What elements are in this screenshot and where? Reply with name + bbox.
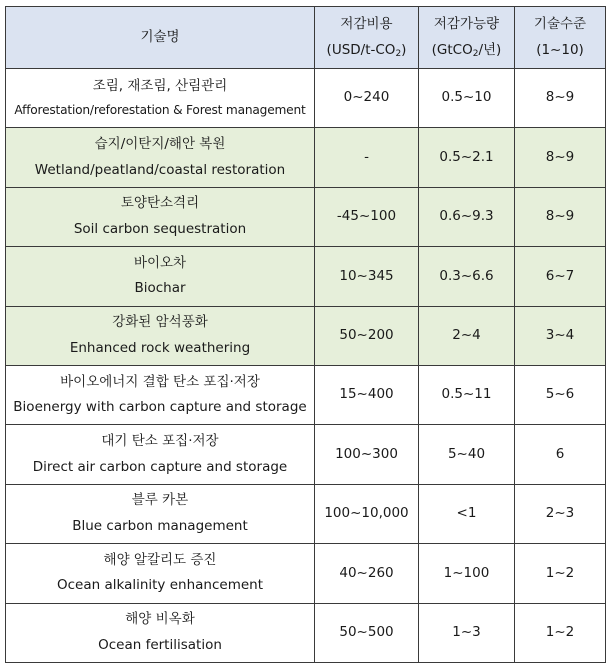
header-potential-unit-post: /년) [478, 41, 502, 58]
cell-potential: 0.5~2.1 [419, 128, 515, 187]
cell-technology [6, 128, 315, 187]
header-level-range: (1~10) [536, 41, 584, 58]
header-level-label: 기술수준 [533, 15, 587, 32]
cell-cost: 50~200 [315, 306, 419, 365]
technology-name-en: Ocean alkalinity enhancement [56, 577, 263, 594]
technology-name-en: Wetland/peatland/coastal restoration [34, 161, 286, 178]
cell-technology [6, 365, 315, 424]
table-row [6, 69, 606, 128]
header-potential-label: 저감가능량 [433, 15, 500, 32]
cell-level: 1~2 [515, 603, 606, 662]
cell-cost: 100~10,000 [315, 484, 419, 543]
cell-potential: 5~40 [419, 425, 515, 484]
cell-potential: 1~3 [419, 603, 515, 662]
technology-name-en: Afforestation/reforestation & Forest management [14, 103, 306, 118]
technology-name-en: Bioenergy with carbon capture and storage [13, 399, 307, 416]
cell-cost: - [315, 128, 419, 187]
header-technology-label: 기술명 [140, 28, 180, 45]
cell-technology [6, 187, 315, 246]
cell-level: 8~9 [515, 187, 606, 246]
table-header-row [6, 7, 606, 69]
cell-cost: -45~100 [315, 187, 419, 246]
cell-technology [6, 484, 315, 543]
technology-name-ko: 바이오차 [133, 254, 187, 271]
technology-name-ko: 습지/이탄지/해안 복원 [94, 135, 226, 152]
header-potential-unit-sub: 2 [472, 48, 479, 59]
header-technology-name [6, 7, 315, 69]
table-row [6, 603, 606, 662]
header-cost-unit [315, 38, 418, 64]
cell-level: 3~4 [515, 306, 606, 365]
cell-technology [6, 544, 315, 603]
cell-level: 8~9 [515, 69, 606, 128]
header-cost-label: 저감비용 [340, 15, 393, 32]
technology-name-en: Direct air carbon capture and storage [32, 458, 288, 475]
cell-level: 6 [515, 425, 606, 484]
cell-cost: 10~345 [315, 247, 419, 306]
cell-potential: 0.5~10 [419, 69, 515, 128]
technology-table [5, 6, 606, 663]
cell-technology [6, 69, 315, 128]
technology-name-ko: 블루 카본 [131, 492, 189, 509]
header-potential [419, 7, 515, 69]
table-row [6, 484, 606, 543]
cell-potential: 0.6~9.3 [419, 187, 515, 246]
technology-name-en: Soil carbon sequestration [73, 220, 247, 237]
technology-name-ko: 바이오에너지 결합 탄소 포집·저장 [60, 373, 260, 390]
header-cost-unit-post: ) [401, 41, 407, 58]
technology-name-ko: 조림, 재조림, 산림관리 [92, 77, 228, 94]
cell-technology [6, 247, 315, 306]
technology-name-ko: 강화된 암석풍화 [112, 314, 208, 331]
table-row [6, 247, 606, 306]
cell-level: 2~3 [515, 484, 606, 543]
table-row [6, 544, 606, 603]
cell-level: 8~9 [515, 128, 606, 187]
table-row [6, 425, 606, 484]
technology-name-ko: 해양 비옥화 [125, 611, 195, 628]
cell-technology [6, 603, 315, 662]
header-level [515, 7, 606, 69]
cell-potential: 0.3~6.6 [419, 247, 515, 306]
header-cost-unit-pre: (USD/t-CO [326, 41, 396, 58]
technology-name-en: Ocean fertilisation [98, 636, 222, 653]
cell-technology [6, 306, 315, 365]
cell-potential: <1 [419, 484, 515, 543]
table-row [6, 187, 606, 246]
technology-name-en: Blue carbon management [72, 517, 248, 534]
table-row [6, 306, 606, 365]
technology-name-ko: 토양탄소격리 [120, 195, 200, 212]
header-cost [315, 7, 419, 69]
cell-cost: 40~260 [315, 544, 419, 603]
cell-cost: 50~500 [315, 603, 419, 662]
cell-level: 5~6 [515, 365, 606, 424]
cell-potential: 1~100 [419, 544, 515, 603]
cell-potential: 2~4 [419, 306, 515, 365]
table-row [6, 128, 606, 187]
cell-cost: 15~400 [315, 365, 419, 424]
technology-name-ko: 대기 탄소 포집·저장 [101, 432, 219, 449]
header-potential-unit [419, 38, 514, 64]
cell-technology [6, 425, 315, 484]
cell-potential: 0.5~11 [419, 365, 515, 424]
technology-name-en: Biochar [134, 280, 186, 297]
table-row [6, 365, 606, 424]
cell-cost: 100~300 [315, 425, 419, 484]
cell-cost: 0~240 [315, 69, 419, 128]
header-potential-unit-pre: (GtCO [431, 41, 473, 58]
technology-name-ko: 해양 알칼리도 증진 [103, 551, 217, 568]
cell-level: 6~7 [515, 247, 606, 306]
technology-name-en: Enhanced rock weathering [69, 339, 251, 356]
header-cost-unit-sub: 2 [395, 48, 402, 59]
cell-level: 1~2 [515, 544, 606, 603]
